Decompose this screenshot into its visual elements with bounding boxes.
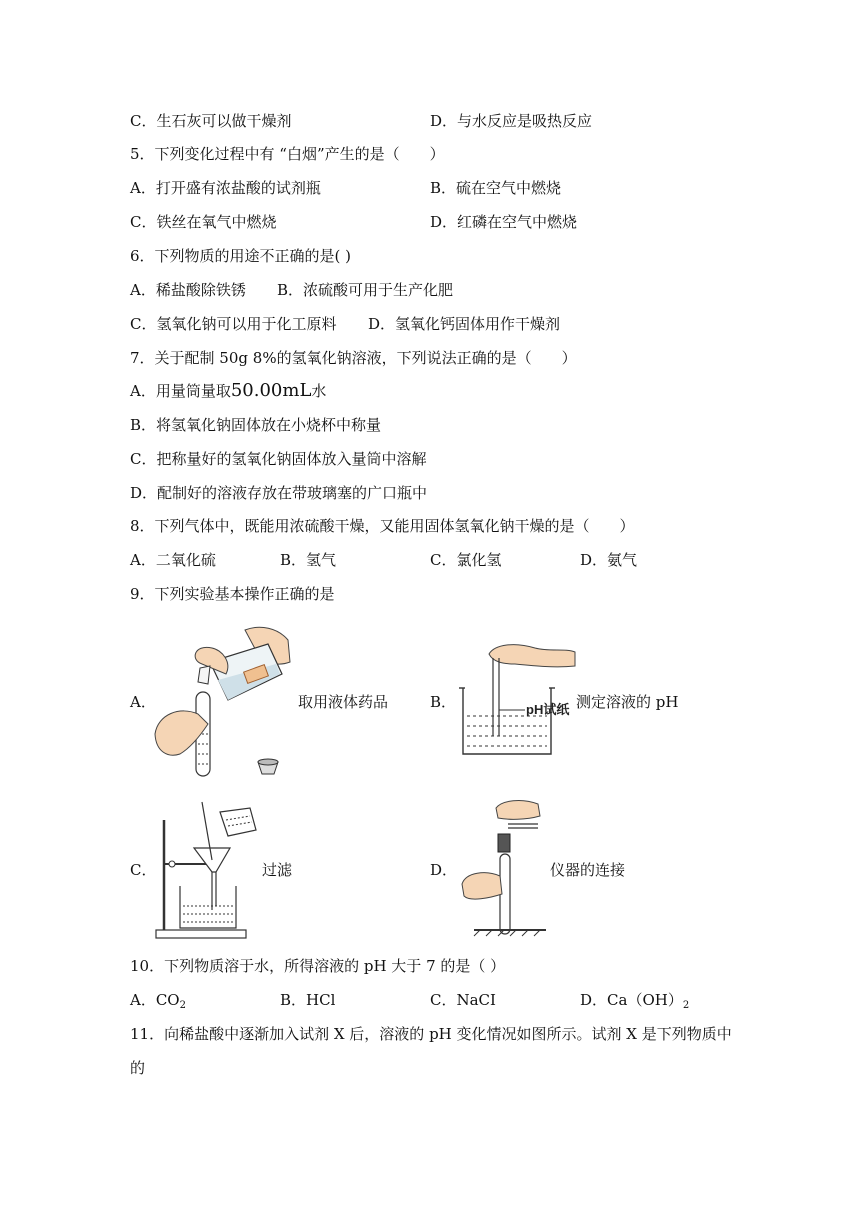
- q6-option-a: A．稀盐酸除铁锈: [130, 281, 246, 299]
- ph-paper-label: pH试纸: [526, 702, 570, 717]
- q8-option-a: A．二氧化硫: [130, 551, 216, 569]
- q9-option-b-letter: B．: [430, 693, 457, 711]
- q6-stem: 6．下列物质的用途不正确的是( ): [130, 247, 352, 265]
- q9-option-d-label: 仪器的连接: [550, 861, 626, 879]
- q5-option-c: C．铁丝在氧气中燃烧: [130, 213, 277, 231]
- q7-option-d: D．配制好的溶液存放在带玻璃塞的广口瓶中: [130, 484, 428, 502]
- q8-option-c: C．氯化氢: [430, 551, 502, 569]
- q10-option-a: [130, 990, 186, 1016]
- q7-option-a-prefix: A．用量筒量取: [130, 382, 231, 400]
- q4-option-d: D．与水反应是吸热反应: [430, 112, 593, 130]
- q6-option-b: B．浓硫酸可用于生产化肥: [277, 281, 454, 299]
- q7-option-c: C．把称量好的氢氧化钠固体放入量筒中溶解: [130, 450, 427, 468]
- q9-option-b-label: 测定溶液的 pH: [576, 693, 679, 711]
- q10-option-d-subscript: 2: [682, 1000, 690, 1011]
- pouring-liquid-illustration: [150, 622, 300, 782]
- q11-stem-line2: 的: [130, 1059, 146, 1077]
- q10-option-d: [580, 990, 689, 1016]
- q7-stem: 7．关于配制 50g 8%的氢氧化钠溶液，下列说法正确的是（ ）: [130, 349, 577, 367]
- q9-stem: 9．下列实验基本操作正确的是: [130, 585, 335, 603]
- q9-option-a-letter: A．: [130, 693, 156, 711]
- ph-test-illustration: [455, 640, 580, 760]
- q5-option-d: D．红磷在空气中燃烧: [430, 213, 578, 231]
- q6-option-c: C．氢氧化钠可以用于化工原料: [130, 315, 337, 333]
- q5-stem: 5．下列变化过程中有 “白烟”产生的是（ ）: [130, 145, 445, 163]
- q9-option-a-label: 取用液体药品: [298, 693, 389, 711]
- q9-option-c-label: 过滤: [262, 861, 293, 879]
- q9-option-d-letter: D．: [430, 861, 458, 879]
- q8-stem: 8．下列气体中，既能用浓硫酸干燥，又能用固体氢氧化钠干燥的是（ ）: [130, 517, 635, 535]
- q10-option-a-text: A．CO: [130, 991, 180, 1009]
- q6-option-d: D．氢氧化钙固体用作干燥剂: [368, 315, 561, 333]
- q4-option-c: C．生石灰可以做干燥剂: [130, 112, 292, 130]
- q8-option-d: D．氨气: [580, 551, 638, 569]
- q10-option-b: B．HCl: [280, 991, 336, 1009]
- q8-option-b: B．氢气: [280, 551, 337, 569]
- q9-option-c-letter: C．: [130, 861, 157, 879]
- q7-option-a-volume: 50.00mL: [230, 380, 312, 401]
- q10-option-c: C．NaCI: [430, 991, 496, 1009]
- apparatus-connection-illustration: [458, 798, 550, 938]
- q5-option-a: A．打开盛有浓盐酸的试剂瓶: [130, 179, 321, 197]
- q7-option-a: [130, 381, 326, 401]
- filtration-illustration: [150, 800, 265, 940]
- q7-option-b: B．将氢氧化钠固体放在小烧杯中称量: [130, 416, 382, 434]
- q7-option-a-suffix: 水: [311, 382, 327, 400]
- q10-option-d-text: D．Ca（OH）: [580, 991, 683, 1009]
- q10-option-a-subscript: 2: [179, 1000, 186, 1011]
- q10-stem: 10．下列物质溶于水，所得溶液的 pH 大于 7 的是（ ）: [130, 957, 506, 975]
- q5-option-b: B．硫在空气中燃烧: [430, 179, 562, 197]
- q11-stem-line1: 11．向稀盐酸中逐渐加入试剂 X 后，溶液的 pH 变化情况如图所示。试剂 X 是下列物质中: [130, 1025, 732, 1043]
